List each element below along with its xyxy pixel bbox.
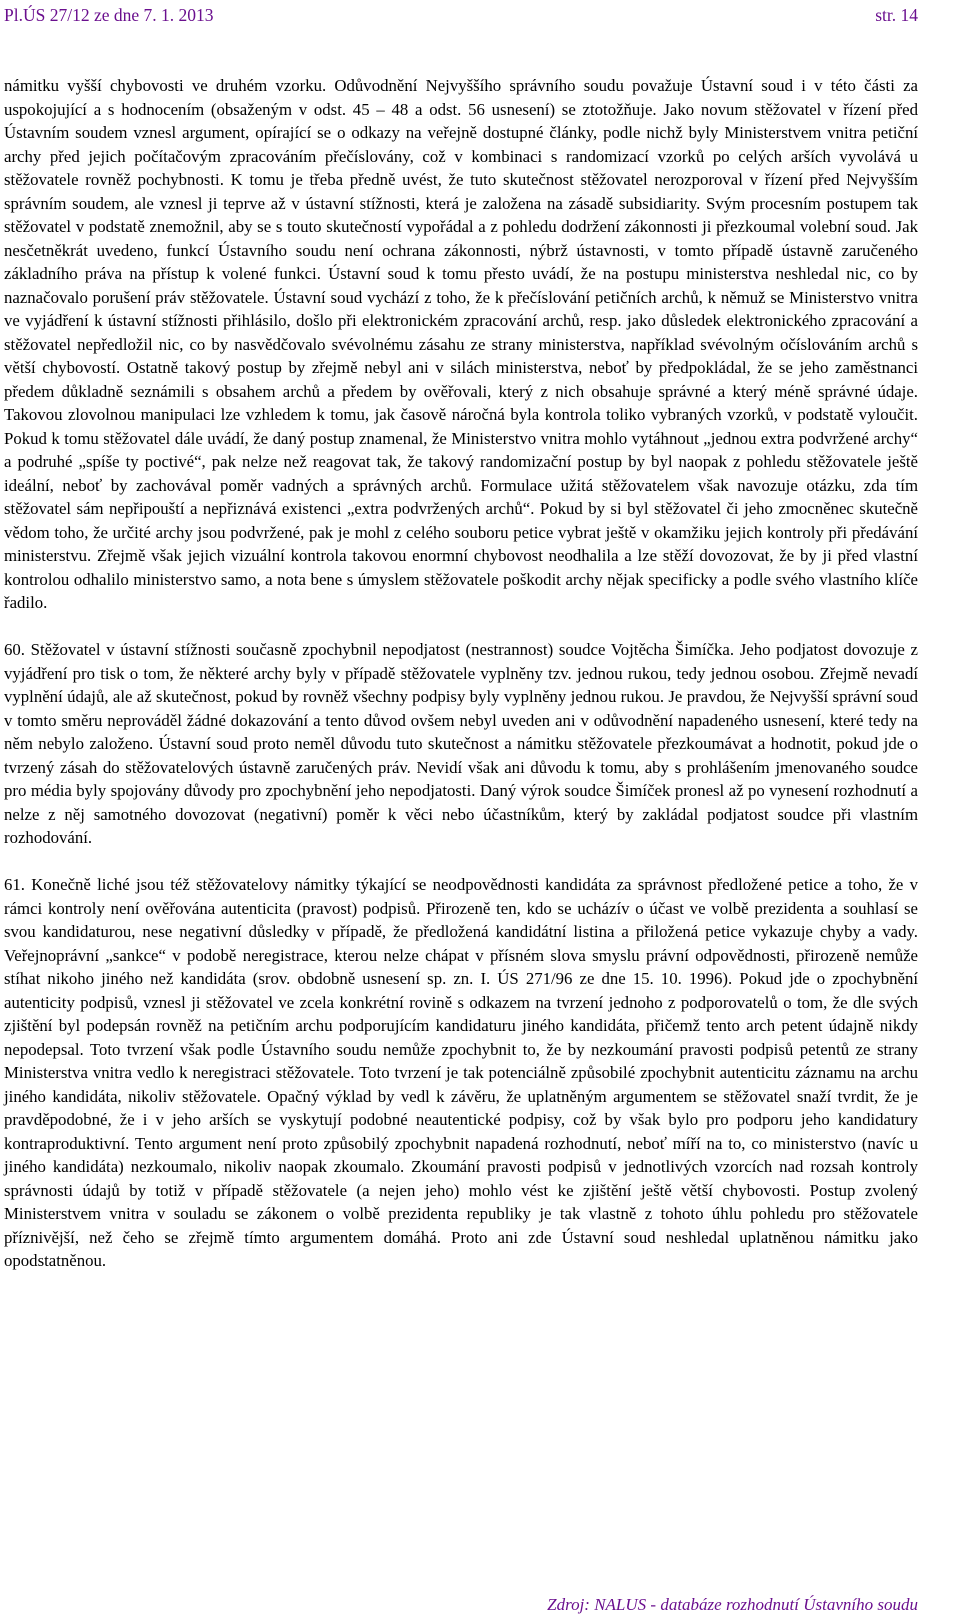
document-body [4, 74, 918, 1273]
paragraph-continuation: námitku vyšší chybovosti ve druhém vzorku. Odůvodnění Nejvyššího správního soudu považuje Ústavní soud i v této části za uspokojující a s hodnocením (obsaženým v odst. 45 – 48 a odst. 56 usnesení) se ztotožňuje. Jako novum stěžovatel v řízení před Ústavním soudem vznesl argument, opírající se o odkazy na veřejně dostupné články, podle nichž byly Ministerstvem vnitra petiční archy před jejich počítačovým zpracováním přečíslovány, což v kombinaci s randomizací vzorků po celých arších vyvolává u stěžovatele rovněž pochybnosti. K tomu je třeba předně uvést, že tuto skutečnost stěžovatel nerozporoval v řízení před Nejvyšším správním soudem, ale vznesl ji teprve až v ústavní stížnosti, která je založena na zásadě subsidiarity. Svým procesním postupem tak stěžovatel v podstatě znemožnil, aby se s touto skutečností vypořádal a z pohledu dodržení zákonnosti ji přezkoumal volební soud. Jak nesčetněkrát uvedeno, funkcí Ústavního soudu není ochrana zákonnosti, nýbrž ústavnosti, v tomto případě ústavně zaručeného základního práva na přístup k volené funkci. Ústavní soud k tomu přesto uvádí, že na postupu ministerstva neshledal nic, co by naznačovalo porušení práv stěžovatele. Ústavní soud vychází z toho, že k přečíslování petičních archů, k němuž se Ministerstvo vnitra ve vyjádření k ústavní stížnosti přihlásilo, došlo při elektronickém zpracování archů, resp. jako důsledek elektronického zpracování a stěžovatel nepředložil nic, co by nasvědčovalo svévolnému zásahu ze strany ministerstva, například svévolným očíslováním archů s větší chybovostí. Ostatně takový postup by zřejmě nebyl ani v silách ministerstva, neboť by předpokládal, že se jeho zaměstnanci předem důkladně seznámili s obsahem archů a předem by ověřovali, který z nich obsahuje správné a který méně správné údaje. Takovou zlovolnou manipulaci lze vzhledem k tomu, jak časově náročná byla kontrola toliko vybraných vzorků, v podstatě vyloučit. Pokud k tomu stěžovatel dále uvádí, že daný postup znamenal, že Ministerstvo vnitra mohlo vytáhnout „jednou extra podvržené archy“ a podruhé „spíše ty poctivé“, pak nelze než reagovat tak, že takový randomizační postup by byl naopak z pohledu stěžovatele ještě ideální, neboť by zachovával poměr vadných a správných archů. Formulace užitá stěžovatelem však navozuje otázku, zda tím stěžovatel sám nepřipouští a nepřiznává existenci „extra podvržených archů“. Pokud by si byl stěžovatel či jeho zmocněnec skutečně vědom toho, že určité archy jsou podvržené, pak je mohl z celého souboru petice vybrat ještě v okamžiku jejich kontroly při předávání ministerstvu. Zřejmě však jejich vizuální kontrola takovou enormní chybovost neodhalila a lze stěží dovozovat, že by ji před vlastní kontrolou odhalilo ministerstvo samo, a nota bene s úmyslem stěžovatele poškodit archy nějak specificky a podle svého vlastního klíče řadilo. [4, 76, 918, 612]
case-reference: Pl.ÚS 27/12 ze dne 7. 1. 2013 [4, 5, 214, 25]
paragraph-60: 60. Stěžovatel v ústavní stížnosti současně zpochybnil nepodjatost (nestrannost) soudce Vojtěcha Šimíčka. Jeho podjatost dovozuje z vyjádření pro tisk o tom, že některé archy byly v případě stěžovatele vyplněny tzv. jednou rukou, tedy jednou osobou. Zřejmě nevadí vyplnění údajů, ale až skutečnost, pokud by rovněž všechny podpisy byly vyplněny jednou rukou. Je pravdou, že Nejvyšší správní soud v tomto směru neprováděl žádné dokazování a tento důvod ovšem nebyl uveden ani v odůvodnění napadeného usnesení, které tedy na něm nebylo založeno. Ústavní soud proto neměl důvodu tuto skutečnost a námitku stěžovatele přezkoumávat a hodnotit, pokud jde o tvrzený zásah do stěžovatelových ústavně zaručených práv. Nevidí však ani důvodu k tomu, aby s prohlášením jmenovaného soudce pro média byly spojovány důvody pro zpochybnění jeho nepodjatosti. Daný výrok soudce Šimíček pronesl až po vynesení rozhodnutí a nelze z něj samotného dovozovat (negativní) poměr k věci nebo účastníkům, který by zakládal podjatost soudce při vlastním rozhodování. [4, 640, 918, 847]
page-header [4, 3, 918, 27]
page-number: str. 14 [875, 5, 918, 25]
page-footer-source: Zdroj: NALUS - databáze rozhodnutí Ústavního soudu [547, 1595, 918, 1614]
paragraph-61: 61. Konečně liché jsou též stěžovatelovy námitky týkající se neodpovědnosti kandidáta za správnost předložené petice a toho, že v rámci kontroly není ověřována autenticita (pravost) podpisů. Přirozeně ten, kdo se ucházív o účast ve volbě prezidenta a souhlasí se svou kandidaturou, nese negativní důsledky v případě, že předložená kandidátní listina a přiložená petice vykazuje chyby a vady. Veřejnoprávní „sankce“ v podobě neregistrace, kterou nelze chápat v přísném slova smyslu právní odpovědnosti, přirozeně nemůže stíhat nikoho jiného než kandidáta (srov. obdobně usnesení sp. zn. I. ÚS 271/96 ze dne 15. 10. 1996). Pokud jde o zpochybnění autenticity podpisů, vznesl ji stěžovatel ve zcela konkrétní rovině s odkazem na tvrzení jednoho z podporovatelů o tom, že dle svých zjištění byl podepsán rovněž na petičním archu podporujícím kandidaturu jiného kandidáta, přičemž tento arch petent údajně nikdy nepodepsal. Toto tvrzení však podle Ústavního soudu nemůže zpochybnit to, že by nezkoumání pravosti podpisů petentů ze strany Ministerstva vnitra vedlo k neregistraci stěžovatele. Toto tvrzení je tak potenciálně způsobilé zpochybnit autenticitu záznamu na archu jiného kandidáta, nikoliv stěžovatele. Opačný výklad by vedl k závěru, že uplatněným argumentem se stěžovatel snaží tvrdit, že je pravděpodobné, že i v jeho arších se vyskytují podobné neautentické podpisy, což by však bylo pro podporu jeho kandidatury kontraproduktivní. Tento argument není proto způsobilý zpochybnit napadená rozhodnutí, neboť míří na to, co ministerstvo (navíc u jiného kandidáta) nezkoumalo, nikoliv naopak zkoumalo. Zkoumání pravosti podpisů v jednotlivých vzorcích nad rozsah kontroly správnosti údajů by totiž v případě stěžovatele (a nejen jeho) mohlo vést ke zjištění ještě větší chybovosti. Postup zvolený Ministerstvem vnitra v souladu se zákonem o volbě prezidenta republiky je tak vlastně z tohoto úhlu pohledu pro stěžovatele příznivější, než čeho se zřejmě tímto argumentem domáhá. Proto ani zde Ústavní soud neshledal uplatněnou námitku jako opodstatněnou. [4, 875, 918, 1270]
